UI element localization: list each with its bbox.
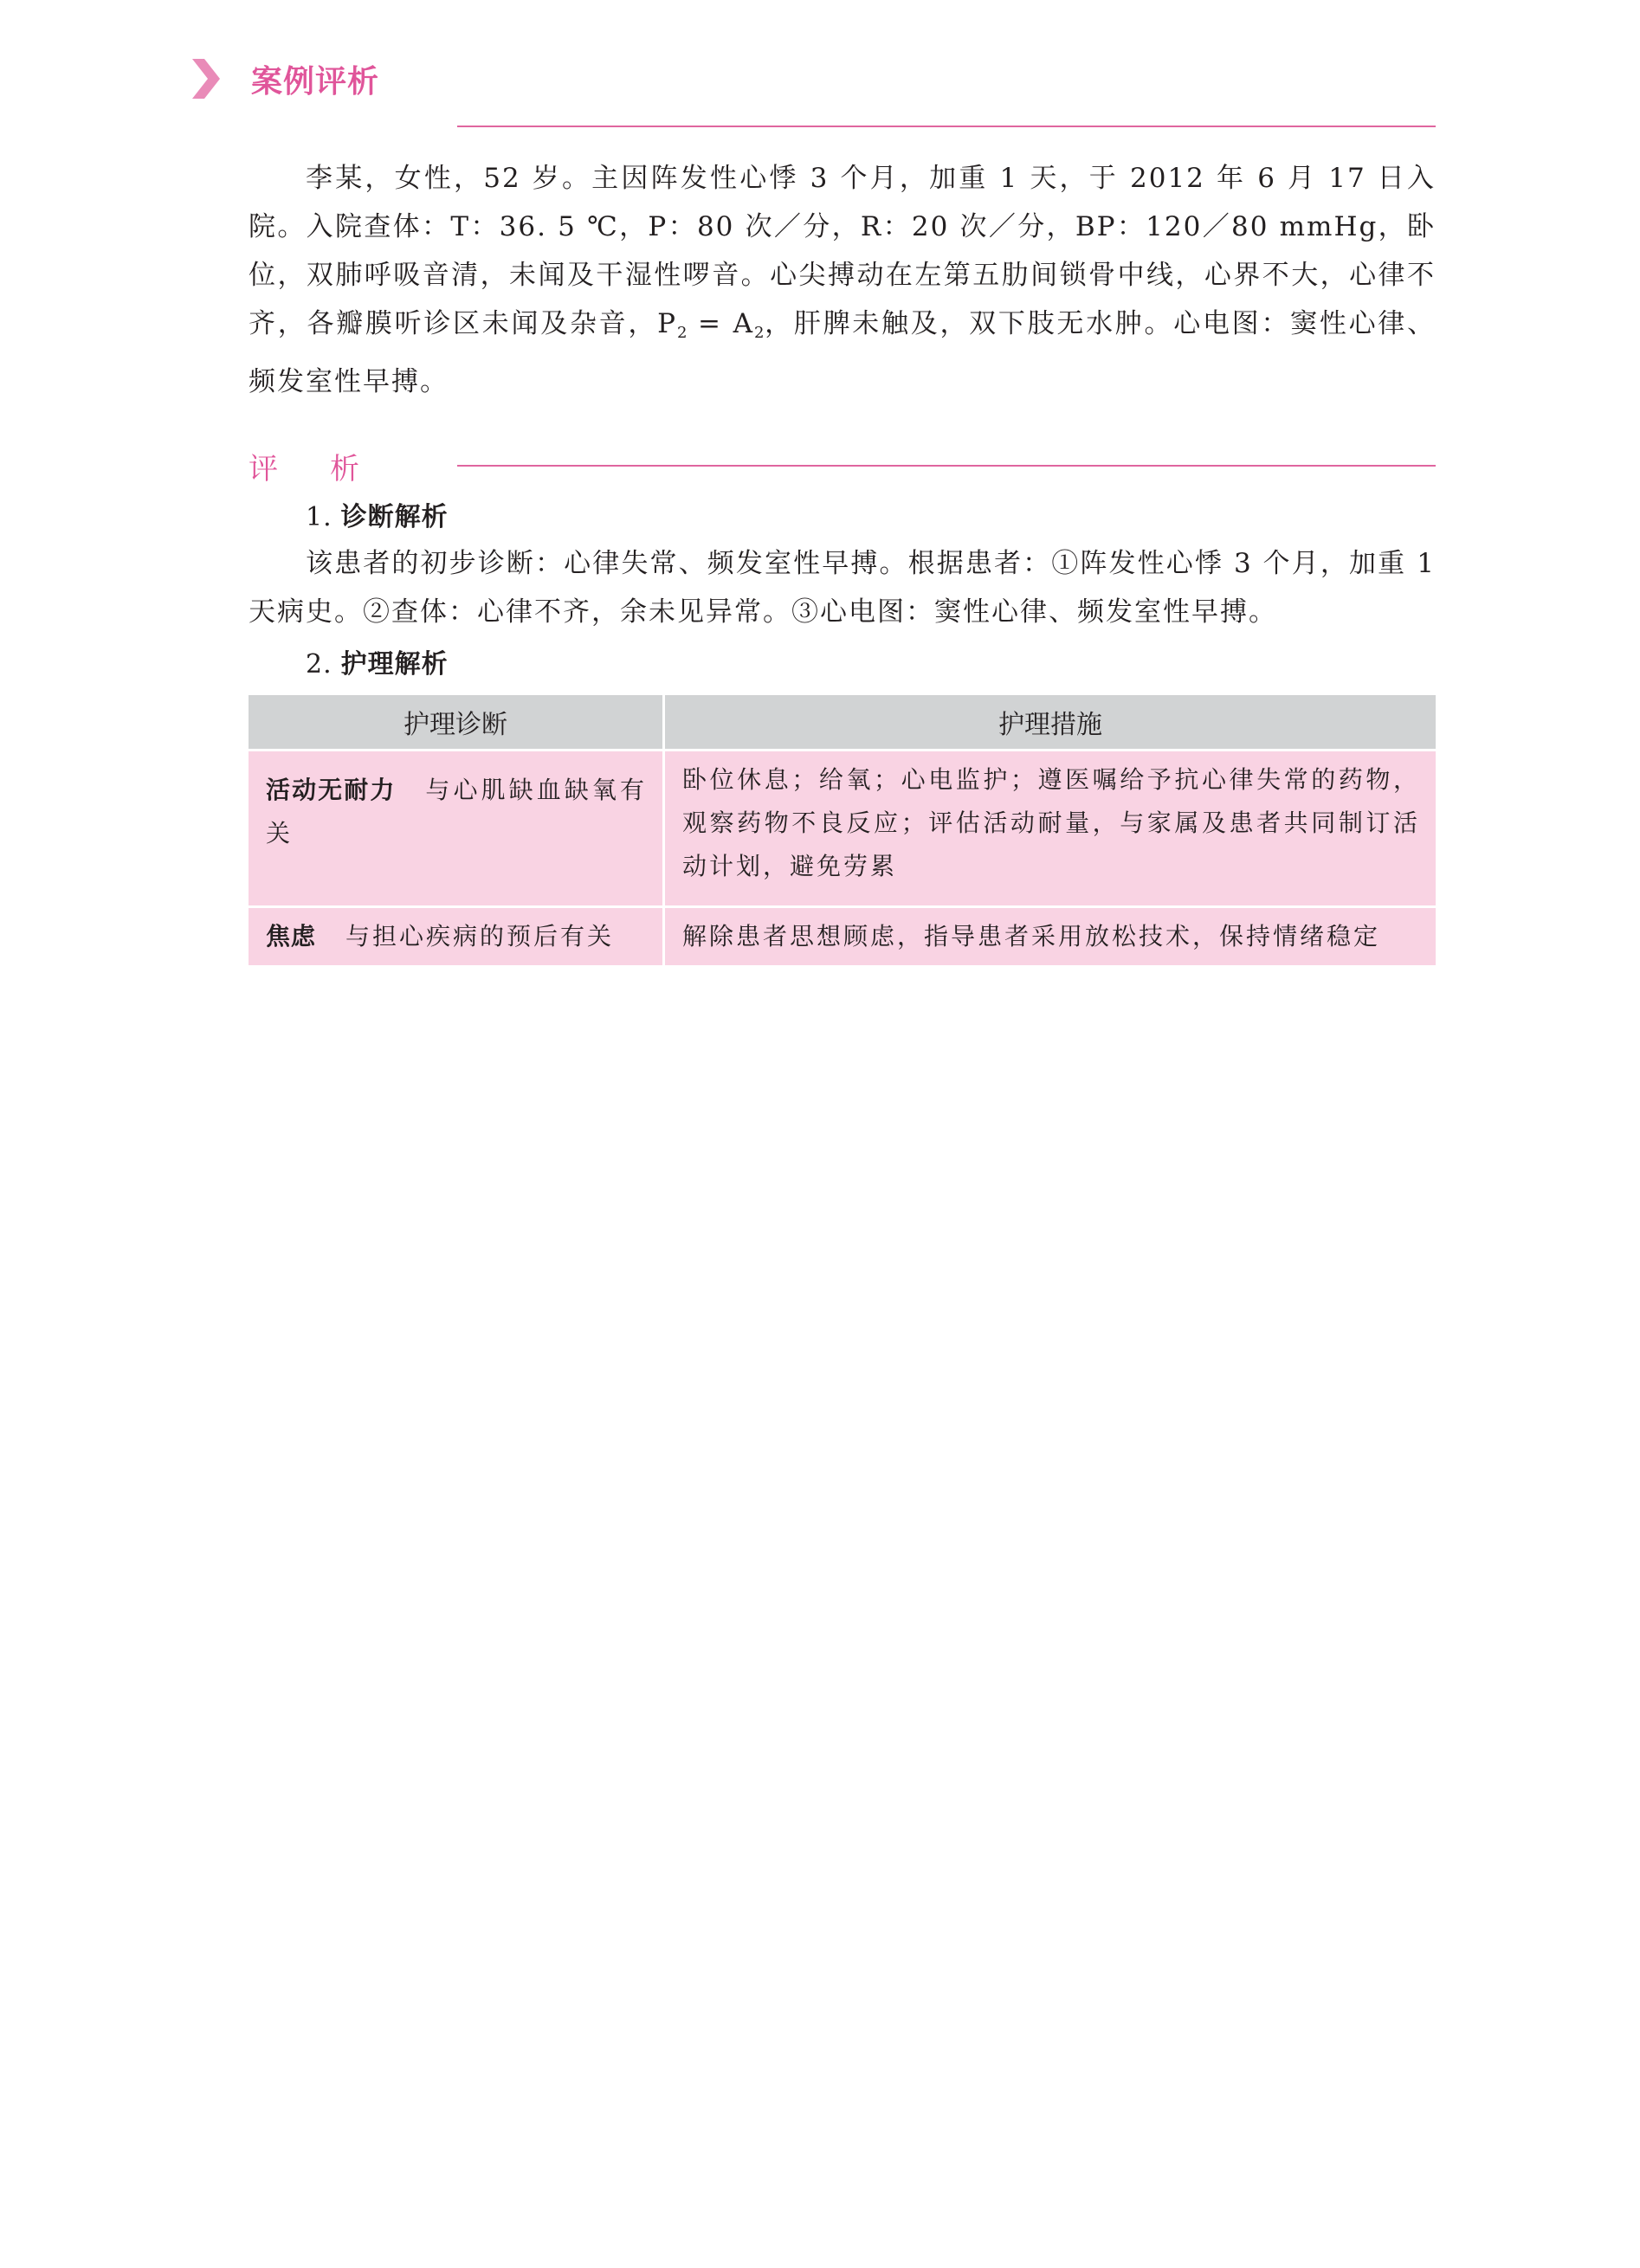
header-divider <box>457 126 1436 127</box>
diagnosis-reason: 与担心疾病的预后有关 <box>345 922 615 950</box>
a-subscript: 2 <box>753 324 765 342</box>
diagnosis-reason: 与心肌缺血缺氧有关 <box>266 776 647 847</box>
diagnosis-cell <box>249 751 664 907</box>
p-letter: P <box>657 308 677 339</box>
section-divider <box>457 465 1436 467</box>
page-header <box>192 54 379 104</box>
diagnosis-text: 该患者的初步诊断：心律失常、频发室性早搏。根据患者：①阵发性心悸 3 个月，加重 1 天病史。②查体：心律不齐，余未见异常。③心电图：窦性心律、频发室性早搏。 <box>249 548 1436 628</box>
measures-cell: 卧位休息；给氧；心电监护；遵医嘱给予抗心律失常的药物，观察药物不良反应；评估活动耐量，与家属及患者共同制订活动计划，避免劳累 <box>664 751 1437 907</box>
page-title: 案例评析 <box>251 63 380 100</box>
diagnosis-name: 焦虑 <box>266 922 317 950</box>
equals-sign: = <box>687 308 733 339</box>
table-row <box>249 907 1436 967</box>
diagnosis-heading-text: 诊断解析 <box>340 502 449 532</box>
table-header-row <box>249 695 1436 751</box>
nursing-number: 2. <box>306 649 333 680</box>
section-title: 评析 <box>249 452 411 486</box>
p-subscript: 2 <box>676 324 688 342</box>
nursing-table <box>249 695 1436 968</box>
diagnosis-number: 1. <box>306 502 333 532</box>
case-text-part1: 李某，女性，52 岁。主因阵发性心悸 3 个月，加重 1 天，于 2012 年 6 月 17 日入院。入院查体：T：36. 5 ℃，P：80 次／分，R：20 次／分，BP：120／80 mmHg，卧位，双肺呼吸音清，未闻及干湿性啰音。心尖搏动在左第五肋间锁骨中线，心界不大，心律不齐，各瓣膜听诊区未闻及杂音， <box>249 163 1436 339</box>
header-measures: 护理措施 <box>664 695 1437 751</box>
nursing-heading <box>306 642 449 680</box>
diagnosis-cell <box>249 907 664 967</box>
case-text-part2: ，肝脾未触及，双下肢无水肿。心电图：窦性心律、频发室性早搏。 <box>249 308 1437 397</box>
diagnosis-heading <box>306 495 449 533</box>
a-letter: A <box>733 308 754 339</box>
nursing-heading-text: 护理解析 <box>340 649 449 680</box>
chevron-right-icon <box>192 59 220 99</box>
header-diagnosis: 护理诊断 <box>249 695 664 751</box>
table-row <box>249 751 1436 907</box>
measures-cell: 解除患者思想顾虑，指导患者采用放松技术，保持情绪稳定 <box>664 907 1437 967</box>
case-description <box>249 154 1436 406</box>
diagnosis-name: 活动无耐力 <box>266 776 397 804</box>
